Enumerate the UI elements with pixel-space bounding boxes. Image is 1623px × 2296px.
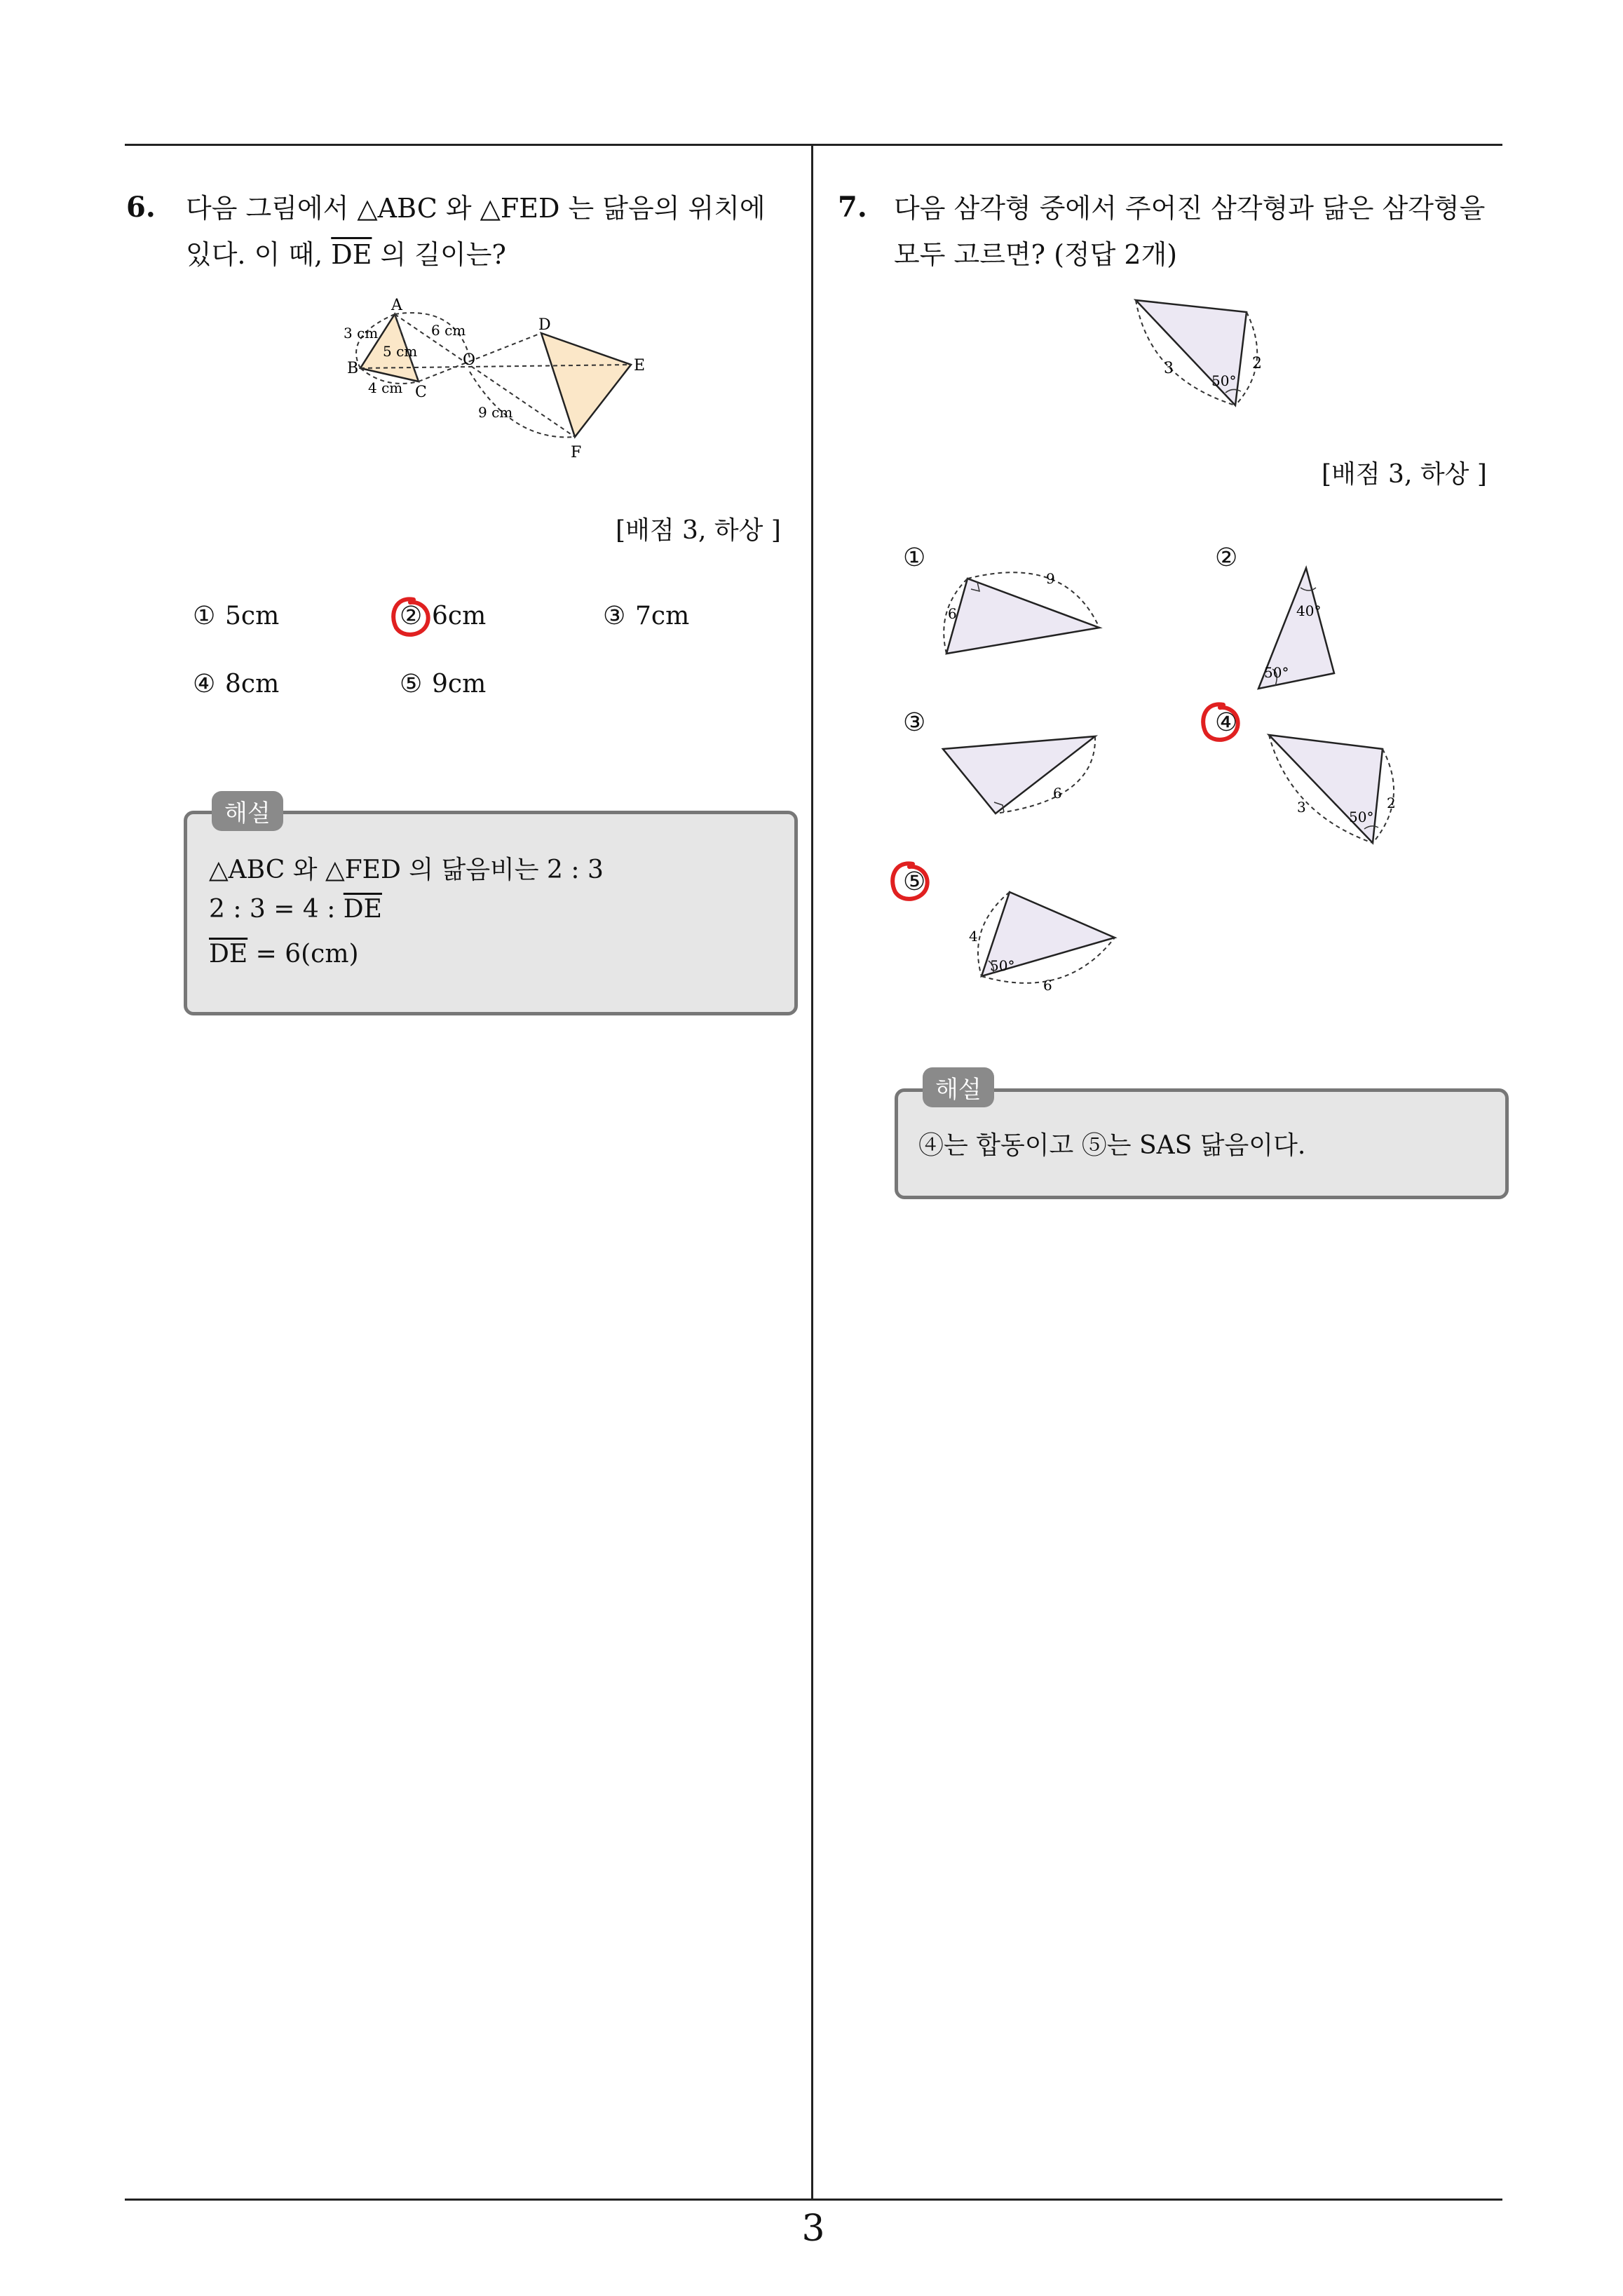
- label-o: O: [463, 351, 476, 369]
- q6-option-4[interactable]: ④ 8cm: [193, 670, 280, 698]
- q6-solution-line3: $\overline{DE} = 6(cm)$: [209, 940, 359, 968]
- q7-solution-line1: ④는 합동이고 ⑤는 SAS 닮음이다.: [918, 1131, 1306, 1160]
- label-f: F: [571, 444, 582, 461]
- q6-solution-tag: 해설: [212, 791, 283, 831]
- triangle-fed: [541, 333, 631, 437]
- len-bc: 4 cm: [368, 379, 403, 396]
- q7-option-1-symbol[interactable]: ①: [903, 543, 926, 572]
- q7-option-5-symbol[interactable]: ⑤: [903, 867, 926, 896]
- page-number: 3: [801, 2208, 825, 2250]
- q6-option-3[interactable]: ③ 7cm: [603, 602, 690, 630]
- q7-solution-tag: 해설: [923, 1067, 994, 1107]
- opt3-label-a: 6: [1053, 785, 1062, 802]
- q7-option-4-figure: [1262, 729, 1416, 856]
- opt4-label-b: 50°: [1349, 809, 1374, 825]
- q6-text-line2: 있다. 이 때, $\overline{DE}$ 의 길이는?: [186, 239, 506, 270]
- opt2-label-a: 40°: [1296, 602, 1322, 619]
- len-ab: 3 cm: [344, 325, 379, 342]
- q6-option-1[interactable]: ① 5cm: [193, 602, 280, 630]
- len-ao: 6 cm: [431, 322, 466, 339]
- len-of: 9 cm: [478, 404, 513, 421]
- q6-option-2[interactable]: ② 6cm: [400, 602, 487, 630]
- q7-option-1-figure: [939, 561, 1108, 666]
- label-c: C: [415, 384, 427, 401]
- given-side-b: 2: [1252, 355, 1262, 372]
- q7-score: [배점 3, 하상 ]: [1322, 460, 1487, 489]
- q6-solution-line2: 2 : 3 = 4 : $\overline{DE}$: [209, 895, 382, 924]
- opt5-label-a: 4: [969, 928, 978, 945]
- opt1-label-b: 9: [1046, 570, 1055, 587]
- q6-text-line1: 다음 그림에서 △ABC 와 △FED 는 닮음의 위치에: [186, 193, 766, 224]
- q6-number: 6.: [126, 191, 156, 224]
- q7-option-3-symbol[interactable]: ③: [903, 708, 926, 737]
- opt4-label-a: 3: [1297, 799, 1306, 816]
- label-a: A: [391, 297, 402, 314]
- column-divider: [811, 144, 813, 2201]
- q6-solution-line1: △ABC 와 △FED 의 닮음비는 2 : 3: [209, 856, 604, 884]
- top-rule: [125, 144, 1502, 146]
- len-ac: 5 cm: [383, 343, 418, 360]
- q7-option-5-figure: [960, 885, 1129, 997]
- opt5-label-c: 6: [1043, 977, 1052, 994]
- q7-option-4-correct-mark-icon: [1195, 698, 1244, 747]
- q6-correct-mark-icon: [386, 593, 435, 642]
- q7-text-line2: 모두 고르면? (정답 2개): [894, 239, 1178, 270]
- q6-option-5[interactable]: ⑤ 9cm: [400, 670, 487, 698]
- q7-option-3-figure: [939, 729, 1108, 828]
- label-d: D: [538, 316, 551, 334]
- given-angle: 50°: [1211, 372, 1237, 389]
- q7-option-4-symbol[interactable]: ④: [1215, 708, 1238, 737]
- bottom-rule: [125, 2199, 1502, 2201]
- q7-number: 7.: [838, 191, 867, 224]
- opt1-label-a: 6: [948, 605, 957, 622]
- opt4-label-c: 2: [1387, 795, 1396, 811]
- q7-option-5-correct-mark-icon: [885, 857, 934, 906]
- q7-given-triangle: [1122, 295, 1276, 414]
- label-b: B: [347, 360, 359, 377]
- q7-option-2-symbol[interactable]: ②: [1215, 543, 1238, 572]
- opt2-label-b: 50°: [1264, 664, 1289, 681]
- given-side-a: 3: [1164, 360, 1174, 377]
- q7-option-2-figure: [1251, 561, 1350, 694]
- q6-score: [배점 3, 하상 ]: [616, 516, 781, 545]
- q7-text-line1: 다음 삼각형 중에서 주어진 삼각형과 닮은 삼각형을: [894, 193, 1486, 224]
- q6-figure: [337, 295, 659, 463]
- label-e: E: [634, 357, 646, 374]
- opt5-label-b: 50°: [990, 957, 1015, 974]
